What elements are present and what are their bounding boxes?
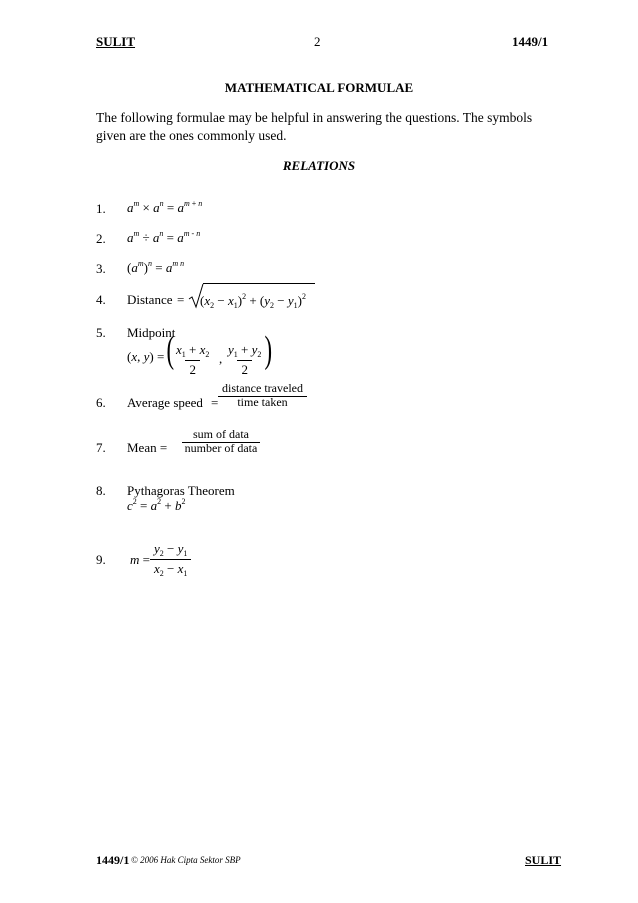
midpoint-y-fraction: $\frac{y_1 + y_2}{2}$ [228, 342, 262, 377]
speed-denominator: time taken [237, 395, 288, 409]
mean-denominator: number of data [184, 441, 258, 455]
header-paper-code: 1449/1 [512, 34, 549, 49]
distance-label: Distance [127, 292, 173, 307]
midpoint-paren-left: ( [166, 329, 175, 371]
formula-3: $(a^m)^n = a^{m n}$ [127, 259, 185, 275]
midpoint-comma: , [219, 351, 223, 366]
item-number-9: 9. [96, 552, 106, 567]
formula-8: $c^2 = a^2 + b^2$ [127, 497, 186, 513]
pythagoras-label: Pythagoras Theorem [127, 483, 235, 498]
item-number-7: 7. [96, 440, 106, 455]
item-number-8: 8. [96, 483, 106, 498]
item-number-1: 1. [96, 201, 106, 216]
item-number-6: 6. [96, 395, 106, 410]
footer-paper-code: 1449/1 [96, 853, 130, 867]
sqrt-bar [203, 283, 315, 284]
average-speed-label: Average speed [127, 395, 203, 410]
mean-numerator: sum of data [193, 427, 249, 441]
midpoint-x-fraction: $\frac{x_1 + x_2}{2}$ [176, 342, 210, 377]
formula-5: (x, y) = [127, 349, 165, 364]
footer-sulit: SULIT [525, 853, 562, 867]
section-heading: RELATIONS [282, 158, 356, 173]
midpoint-paren-right: ) [264, 329, 273, 371]
gradient-fraction: $\frac{y_2 - y_1}{x_2 - x_1}$ [150, 541, 191, 578]
equals-sign-6: = [211, 395, 219, 410]
item-number-5: 5. [96, 325, 106, 340]
formula-2: $a^m \div a^n = a^{m - n}$ [127, 229, 201, 245]
midpoint-label: Midpoint [127, 325, 176, 340]
equals-sign: = [177, 292, 185, 307]
formula-9-lhs: m = [130, 552, 150, 567]
header-sulit-left: SULIT [96, 34, 136, 49]
footer-copyright: © 2006 Hak Cipta Sektor SBP [131, 855, 241, 865]
item-number-4: 4. [96, 292, 106, 307]
formula-4: $(x_2 - x_1)^2 + (y_2 - y_1)^2$ [200, 292, 307, 310]
page-title: MATHEMATICAL FORMULAE [224, 80, 414, 95]
item-number-2: 2. [96, 231, 106, 246]
mean-label: Mean = [127, 440, 168, 455]
formula-1: $a^m \times a^n = a^{m + n}$ [127, 199, 203, 215]
page-number: 2 [314, 34, 321, 49]
item-number-3: 3. [96, 261, 106, 276]
speed-numerator: distance traveled [222, 381, 303, 395]
intro-text: The following formulae may be helpful in answering the questions. The symbols given are the ones commonly used. [96, 110, 533, 143]
